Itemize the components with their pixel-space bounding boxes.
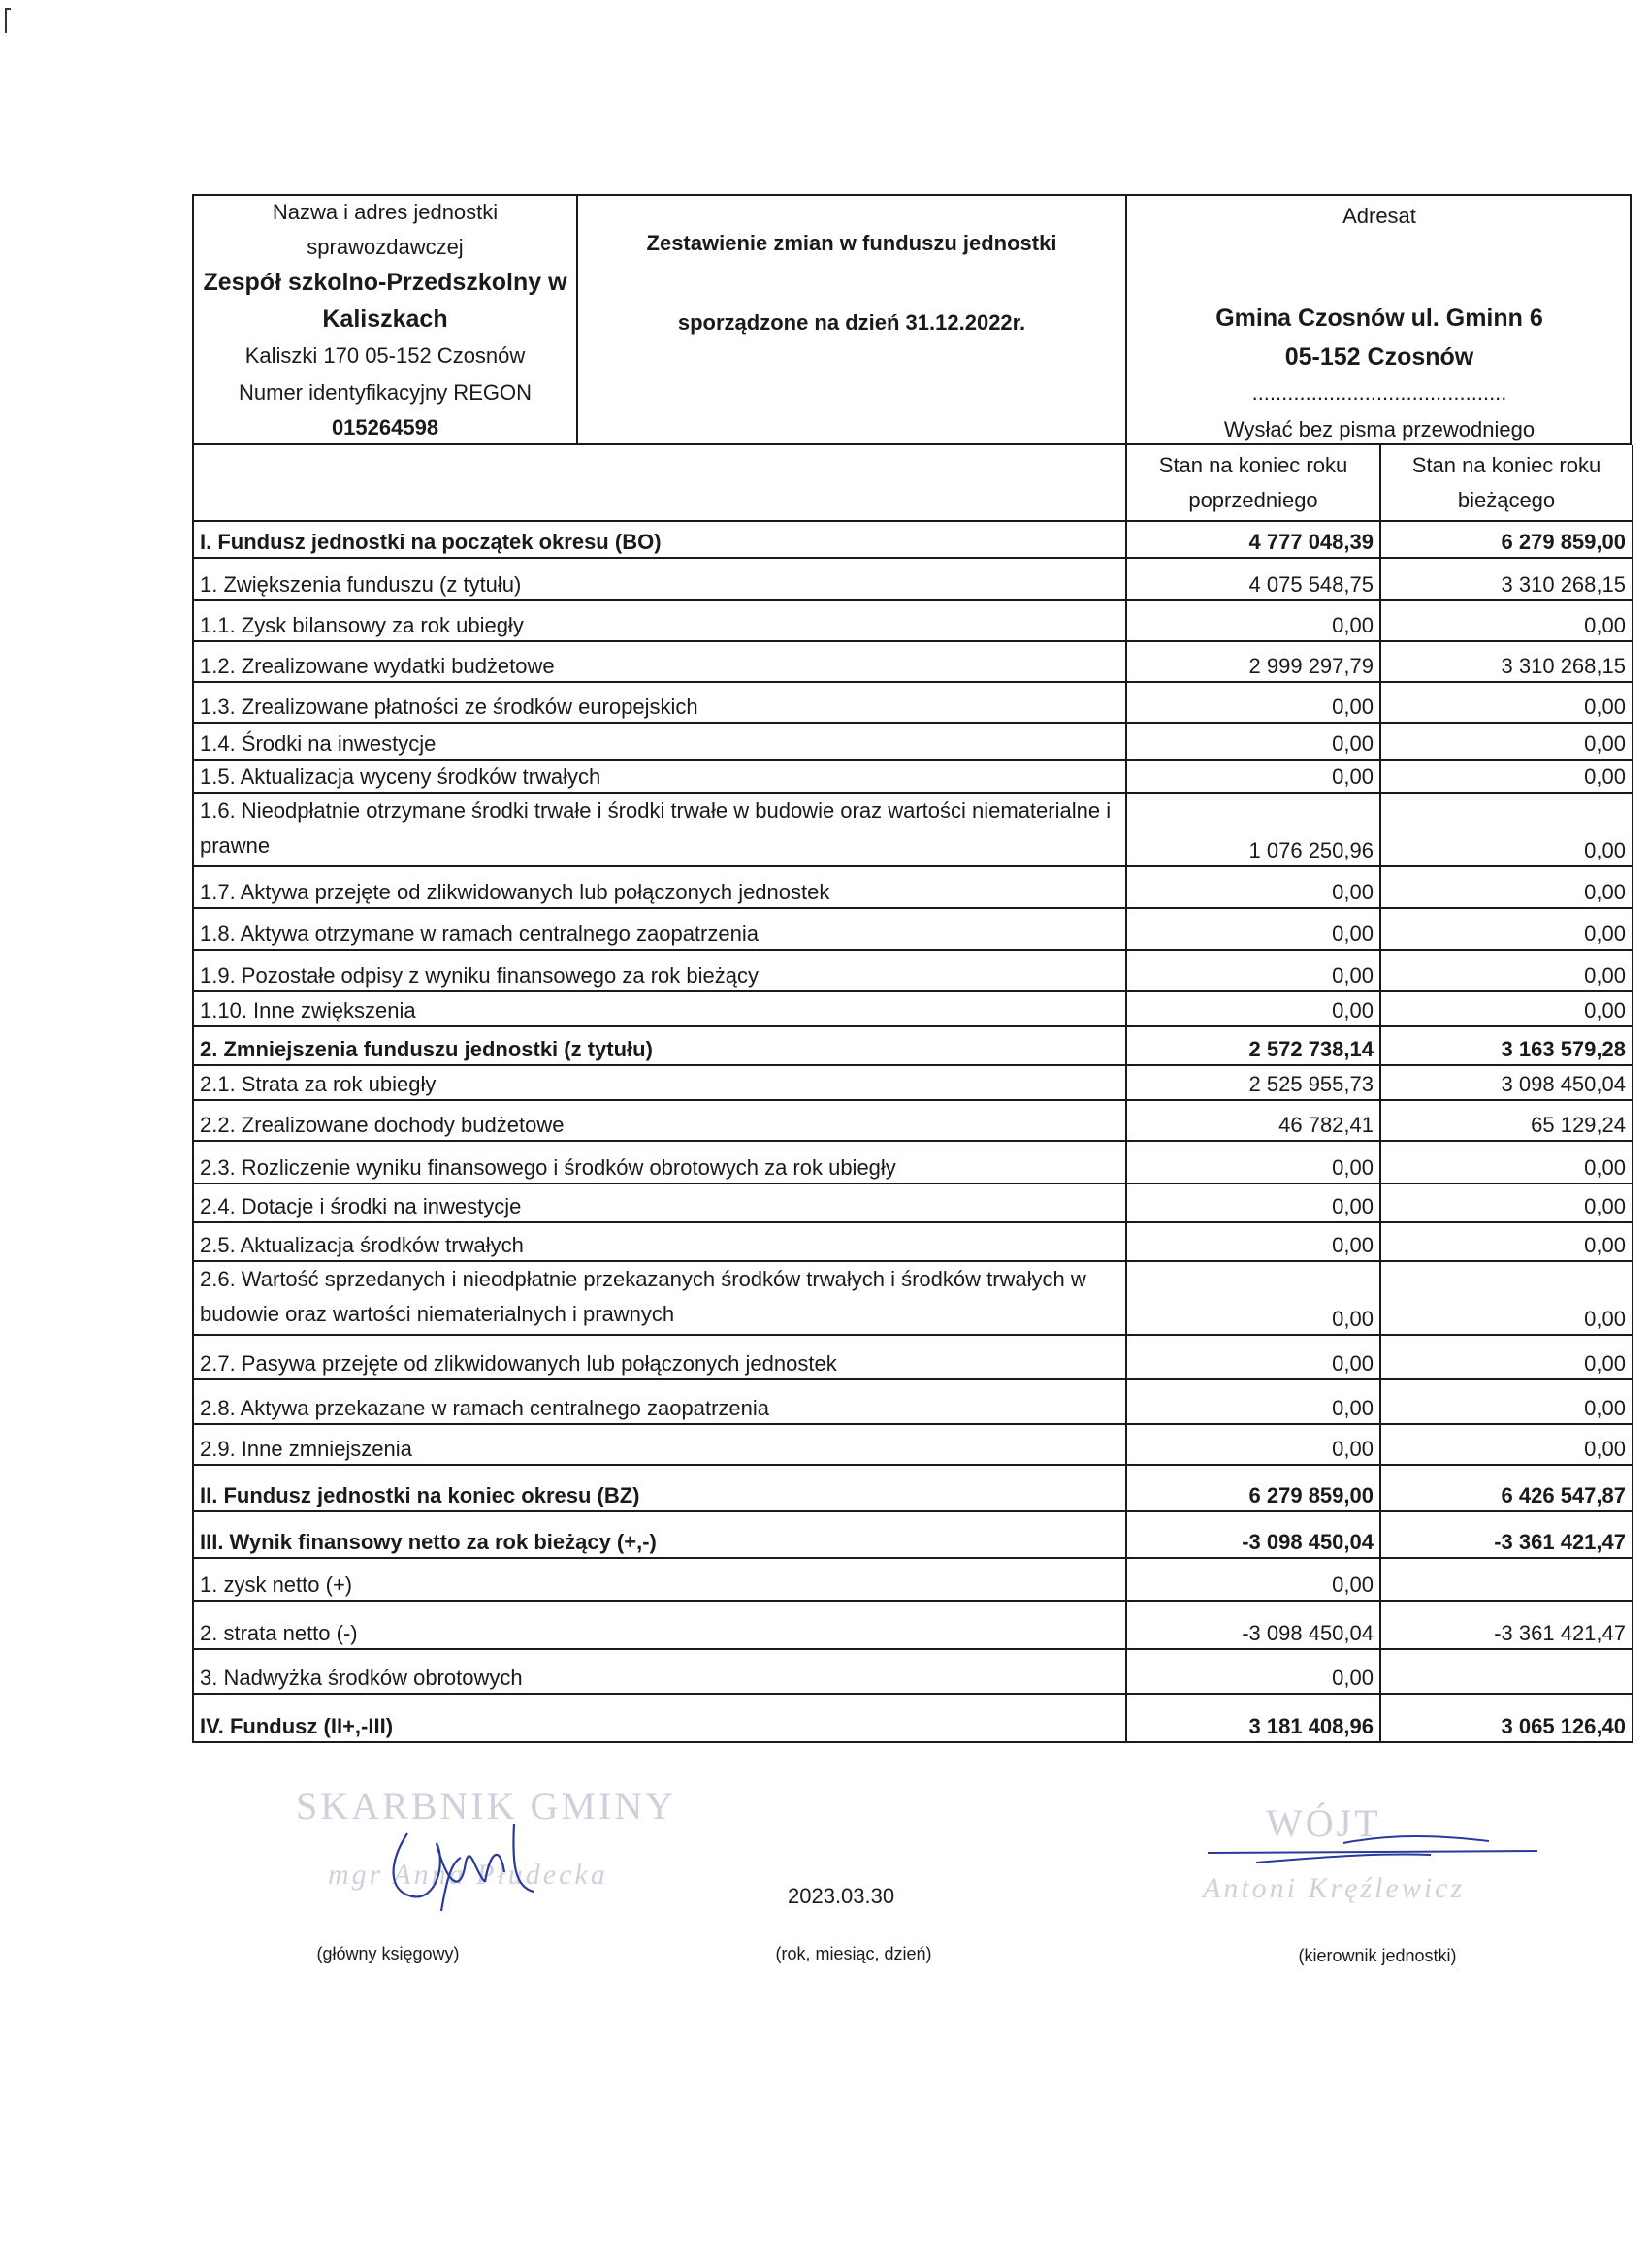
row-label: I. Fundusz jednostki na początek okresu (BO) xyxy=(193,521,1126,558)
column-header-blank xyxy=(193,445,1126,521)
row-label: IV. Fundusz (II+,-III) xyxy=(193,1694,1126,1742)
addressee-dots: ........................................... xyxy=(1251,380,1507,405)
column-header-curr xyxy=(1380,445,1633,521)
row-curr-value xyxy=(1380,1558,1633,1601)
row-curr-value: 6 426 547,87 xyxy=(1380,1465,1633,1511)
fund-changes-table xyxy=(192,445,1633,1743)
row-label: 1.4. Środki na inwestycje xyxy=(193,723,1126,760)
row-prev-value: 3 181 408,96 xyxy=(1126,1694,1380,1742)
row-label: 1. zysk netto (+) xyxy=(193,1558,1126,1601)
table-row xyxy=(193,521,1633,558)
row-label: 1.1. Zysk bilansowy za rok ubiegły xyxy=(193,600,1126,641)
row-label: 1.2. Zrealizowane wydatki budżetowe xyxy=(193,641,1126,682)
column-header-prev-line2: poprzedniego xyxy=(1188,487,1318,512)
table-row xyxy=(193,1465,1633,1511)
row-prev-value: 2 572 738,14 xyxy=(1126,1026,1380,1065)
row-prev-value: 0,00 xyxy=(1126,1183,1380,1222)
row-curr-value: 0,00 xyxy=(1380,866,1633,908)
row-prev-value: 0,00 xyxy=(1126,1141,1380,1183)
row-label: 2.1. Strata za rok ubiegły xyxy=(193,1065,1126,1100)
row-prev-value: 0,00 xyxy=(1126,1261,1380,1335)
row-curr-value: 0,00 xyxy=(1380,600,1633,641)
row-prev-value: 0,00 xyxy=(1126,723,1380,760)
row-label: 1.5. Aktualizacja wyceny środków trwałych xyxy=(193,760,1126,793)
row-label: 2.7. Pasywa przejęte od zlikwidowanych lub połączonych jednostek xyxy=(193,1335,1126,1379)
row-curr-value: 0,00 xyxy=(1380,1141,1633,1183)
unit-label-line2: sprawozdawczej xyxy=(307,235,464,259)
row-prev-value: 6 279 859,00 xyxy=(1126,1465,1380,1511)
accountant-stamp: SKARBNIK GMINY xyxy=(296,1784,677,1828)
table-row xyxy=(193,1261,1633,1335)
row-prev-value: 0,00 xyxy=(1126,950,1380,991)
row-label: II. Fundusz jednostki na koniec okresu (BZ) xyxy=(193,1465,1126,1511)
table-row xyxy=(193,1601,1633,1649)
head-caption: (kierownik jednostki) xyxy=(1298,1946,1457,1965)
row-curr-value: 3 163 579,28 xyxy=(1380,1026,1633,1065)
table-row xyxy=(193,1222,1633,1261)
row-curr-value: 0,00 xyxy=(1380,760,1633,793)
row-prev-value: 0,00 xyxy=(1126,866,1380,908)
signing-date: 2023.03.30 xyxy=(788,1884,895,1908)
addressee-city: 05-152 Czosnów xyxy=(1284,343,1474,371)
row-prev-value: 4 777 048,39 xyxy=(1126,521,1380,558)
table-row xyxy=(193,908,1633,950)
report-date-line: sporządzone na dzień 31.12.2022r. xyxy=(677,310,1026,335)
accountant-signature-icon xyxy=(369,1804,553,1921)
unit-address: Kaliszki 170 05-152 Czosnów xyxy=(244,343,526,368)
row-curr-value: 0,00 xyxy=(1380,1379,1633,1424)
table-row xyxy=(193,760,1633,793)
row-curr-value: 0,00 xyxy=(1380,682,1633,723)
row-label: 1.8. Aktywa otrzymane w ramach centralnego zaopatrzenia xyxy=(193,908,1126,950)
row-prev-value: 0,00 xyxy=(1126,1379,1380,1424)
row-label: 1.6. Nieodpłatnie otrzymane środki trwałe i środki trwałe w budowie oraz wartości niematerialne i prawne xyxy=(193,793,1126,866)
row-label: 2. strata netto (-) xyxy=(193,1601,1126,1649)
column-header-row xyxy=(193,445,1633,521)
row-curr-value: 0,00 xyxy=(1380,991,1633,1026)
row-prev-value: 0,00 xyxy=(1126,1335,1380,1379)
column-header-prev-line1: Stan na koniec roku xyxy=(1158,452,1348,477)
row-label: 1. Zwiększenia funduszu (z tytułu) xyxy=(193,558,1126,600)
table-row xyxy=(193,866,1633,908)
row-prev-value: 0,00 xyxy=(1126,682,1380,723)
row-prev-value: -3 098 450,04 xyxy=(1126,1601,1380,1649)
regon-number: 015264598 xyxy=(331,415,439,439)
head-name-stamp: Antoni Kręźlewicz xyxy=(1203,1872,1466,1904)
row-label: 2.8. Aktywa przekazane w ramach centralnego zaopatrzenia xyxy=(193,1379,1126,1424)
scan-corner-mark xyxy=(5,8,7,33)
row-prev-value: 4 075 548,75 xyxy=(1126,558,1380,600)
row-curr-value: 3 065 126,40 xyxy=(1380,1694,1633,1742)
row-prev-value: 0,00 xyxy=(1126,1649,1380,1694)
row-prev-value: 0,00 xyxy=(1126,1222,1380,1261)
table-row xyxy=(193,1511,1633,1558)
table-row xyxy=(193,1649,1633,1694)
column-header-curr-line1: Stan na koniec roku xyxy=(1411,452,1601,477)
row-curr-value: 0,00 xyxy=(1380,908,1633,950)
table-row xyxy=(193,1424,1633,1465)
accountant-caption: (główny księgowy) xyxy=(316,1944,460,1963)
table-row xyxy=(193,1379,1633,1424)
table-row xyxy=(193,793,1633,866)
unit-name-line2: Kaliszkach xyxy=(322,306,448,333)
row-label: 1.10. Inne zwiększenia xyxy=(193,991,1126,1026)
row-prev-value: 2 525 955,73 xyxy=(1126,1065,1380,1100)
date-caption: (rok, miesiąc, dzień) xyxy=(775,1944,932,1963)
table-row xyxy=(193,600,1633,641)
row-label: 1.7. Aktywa przejęte od zlikwidowanych lub połączonych jednostek xyxy=(193,866,1126,908)
table-row xyxy=(193,1694,1633,1742)
table-row xyxy=(193,1026,1633,1065)
row-prev-value: 2 999 297,79 xyxy=(1126,641,1380,682)
row-curr-value: 0,00 xyxy=(1380,950,1633,991)
table-row xyxy=(193,641,1633,682)
addressee-note: Wysłać bez pisma przewodniego xyxy=(1223,417,1536,441)
row-curr-value: 0,00 xyxy=(1380,1424,1633,1465)
row-label: 2.4. Dotacje i środki na inwestycje xyxy=(193,1183,1126,1222)
table-row xyxy=(193,682,1633,723)
row-prev-value: 1 076 250,96 xyxy=(1126,793,1380,866)
regon-label: Numer identyfikacyjny REGON xyxy=(239,380,532,405)
row-prev-value: 0,00 xyxy=(1126,908,1380,950)
row-curr-value: 0,00 xyxy=(1380,1222,1633,1261)
table-row xyxy=(193,1558,1633,1601)
unit-name-line1: Zespół szkolno-Przedszkolny w xyxy=(203,269,567,296)
row-curr-value: 3 310 268,15 xyxy=(1380,558,1633,600)
row-prev-value: 0,00 xyxy=(1126,1424,1380,1465)
row-label: 3. Nadwyżka środków obrotowych xyxy=(193,1649,1126,1694)
unit-label-line1: Nazwa i adres jednostki xyxy=(272,200,499,224)
row-prev-value: 0,00 xyxy=(1126,1558,1380,1601)
addressee-cell xyxy=(1127,196,1632,443)
row-curr-value xyxy=(1380,1649,1633,1694)
row-prev-value: 0,00 xyxy=(1126,760,1380,793)
table-row xyxy=(193,723,1633,760)
row-curr-value: -3 361 421,47 xyxy=(1380,1511,1633,1558)
column-header-prev xyxy=(1126,445,1380,521)
row-curr-value: -3 361 421,47 xyxy=(1380,1601,1633,1649)
report-title-cell xyxy=(578,196,1127,443)
row-prev-value: 0,00 xyxy=(1126,991,1380,1026)
row-label: 2.3. Rozliczenie wyniku finansowego i środków obrotowych za rok ubiegły xyxy=(193,1141,1126,1183)
row-curr-value: 0,00 xyxy=(1380,1335,1633,1379)
table-row xyxy=(193,991,1633,1026)
row-curr-value: 0,00 xyxy=(1380,793,1633,866)
row-label: 2.2. Zrealizowane dochody budżetowe xyxy=(193,1100,1126,1141)
row-curr-value: 6 279 859,00 xyxy=(1380,521,1633,558)
row-label: 1.3. Zrealizowane płatności ze środków europejskich xyxy=(193,682,1126,723)
row-label: 2.6. Wartość sprzedanych i nieodpłatnie przekazanych środków trwałych i środków trwałych w budowie oraz wartości niematerialnych i prawnych xyxy=(193,1261,1126,1335)
row-label: 2.9. Inne zmniejszenia xyxy=(193,1424,1126,1465)
table-row xyxy=(193,1065,1633,1100)
row-curr-value: 65 129,24 xyxy=(1380,1100,1633,1141)
addressee-label: Adresat xyxy=(1342,204,1416,228)
row-curr-value: 3 310 268,15 xyxy=(1380,641,1633,682)
table-row xyxy=(193,1141,1633,1183)
row-prev-value: 0,00 xyxy=(1126,600,1380,641)
column-header-curr-line2: bieżącego xyxy=(1457,487,1556,512)
row-label: 2.5. Aktualizacja środków trwałych xyxy=(193,1222,1126,1261)
report-title: Zestawienie zmian w funduszu jednostki xyxy=(646,231,1057,255)
row-prev-value: 46 782,41 xyxy=(1126,1100,1380,1141)
report-header xyxy=(192,194,1632,445)
row-curr-value: 0,00 xyxy=(1380,1183,1633,1222)
row-label: III. Wynik finansowy netto za rok bieżący (+,-) xyxy=(193,1511,1126,1558)
table-row xyxy=(193,558,1633,600)
row-curr-value: 0,00 xyxy=(1380,723,1633,760)
row-curr-value: 3 098 450,04 xyxy=(1380,1065,1633,1100)
reporting-unit-cell xyxy=(194,196,578,443)
accountant-name-stamp: mgr Anna Płudecka xyxy=(328,1859,608,1891)
table-row xyxy=(193,1335,1633,1379)
table-row xyxy=(193,1183,1633,1222)
row-label: 1.9. Pozostałe odpisy z wyniku finansowego za rok bieżący xyxy=(193,950,1126,991)
table-row xyxy=(193,950,1633,991)
head-stamp: WÓJT xyxy=(1266,1801,1381,1845)
row-curr-value: 0,00 xyxy=(1380,1261,1633,1335)
table-row xyxy=(193,1100,1633,1141)
addressee-name: Gmina Czosnów ul. Gminn 6 xyxy=(1215,305,1543,332)
row-prev-value: -3 098 450,04 xyxy=(1126,1511,1380,1558)
row-label: 2. Zmniejszenia funduszu jednostki (z tytułu) xyxy=(193,1026,1126,1065)
